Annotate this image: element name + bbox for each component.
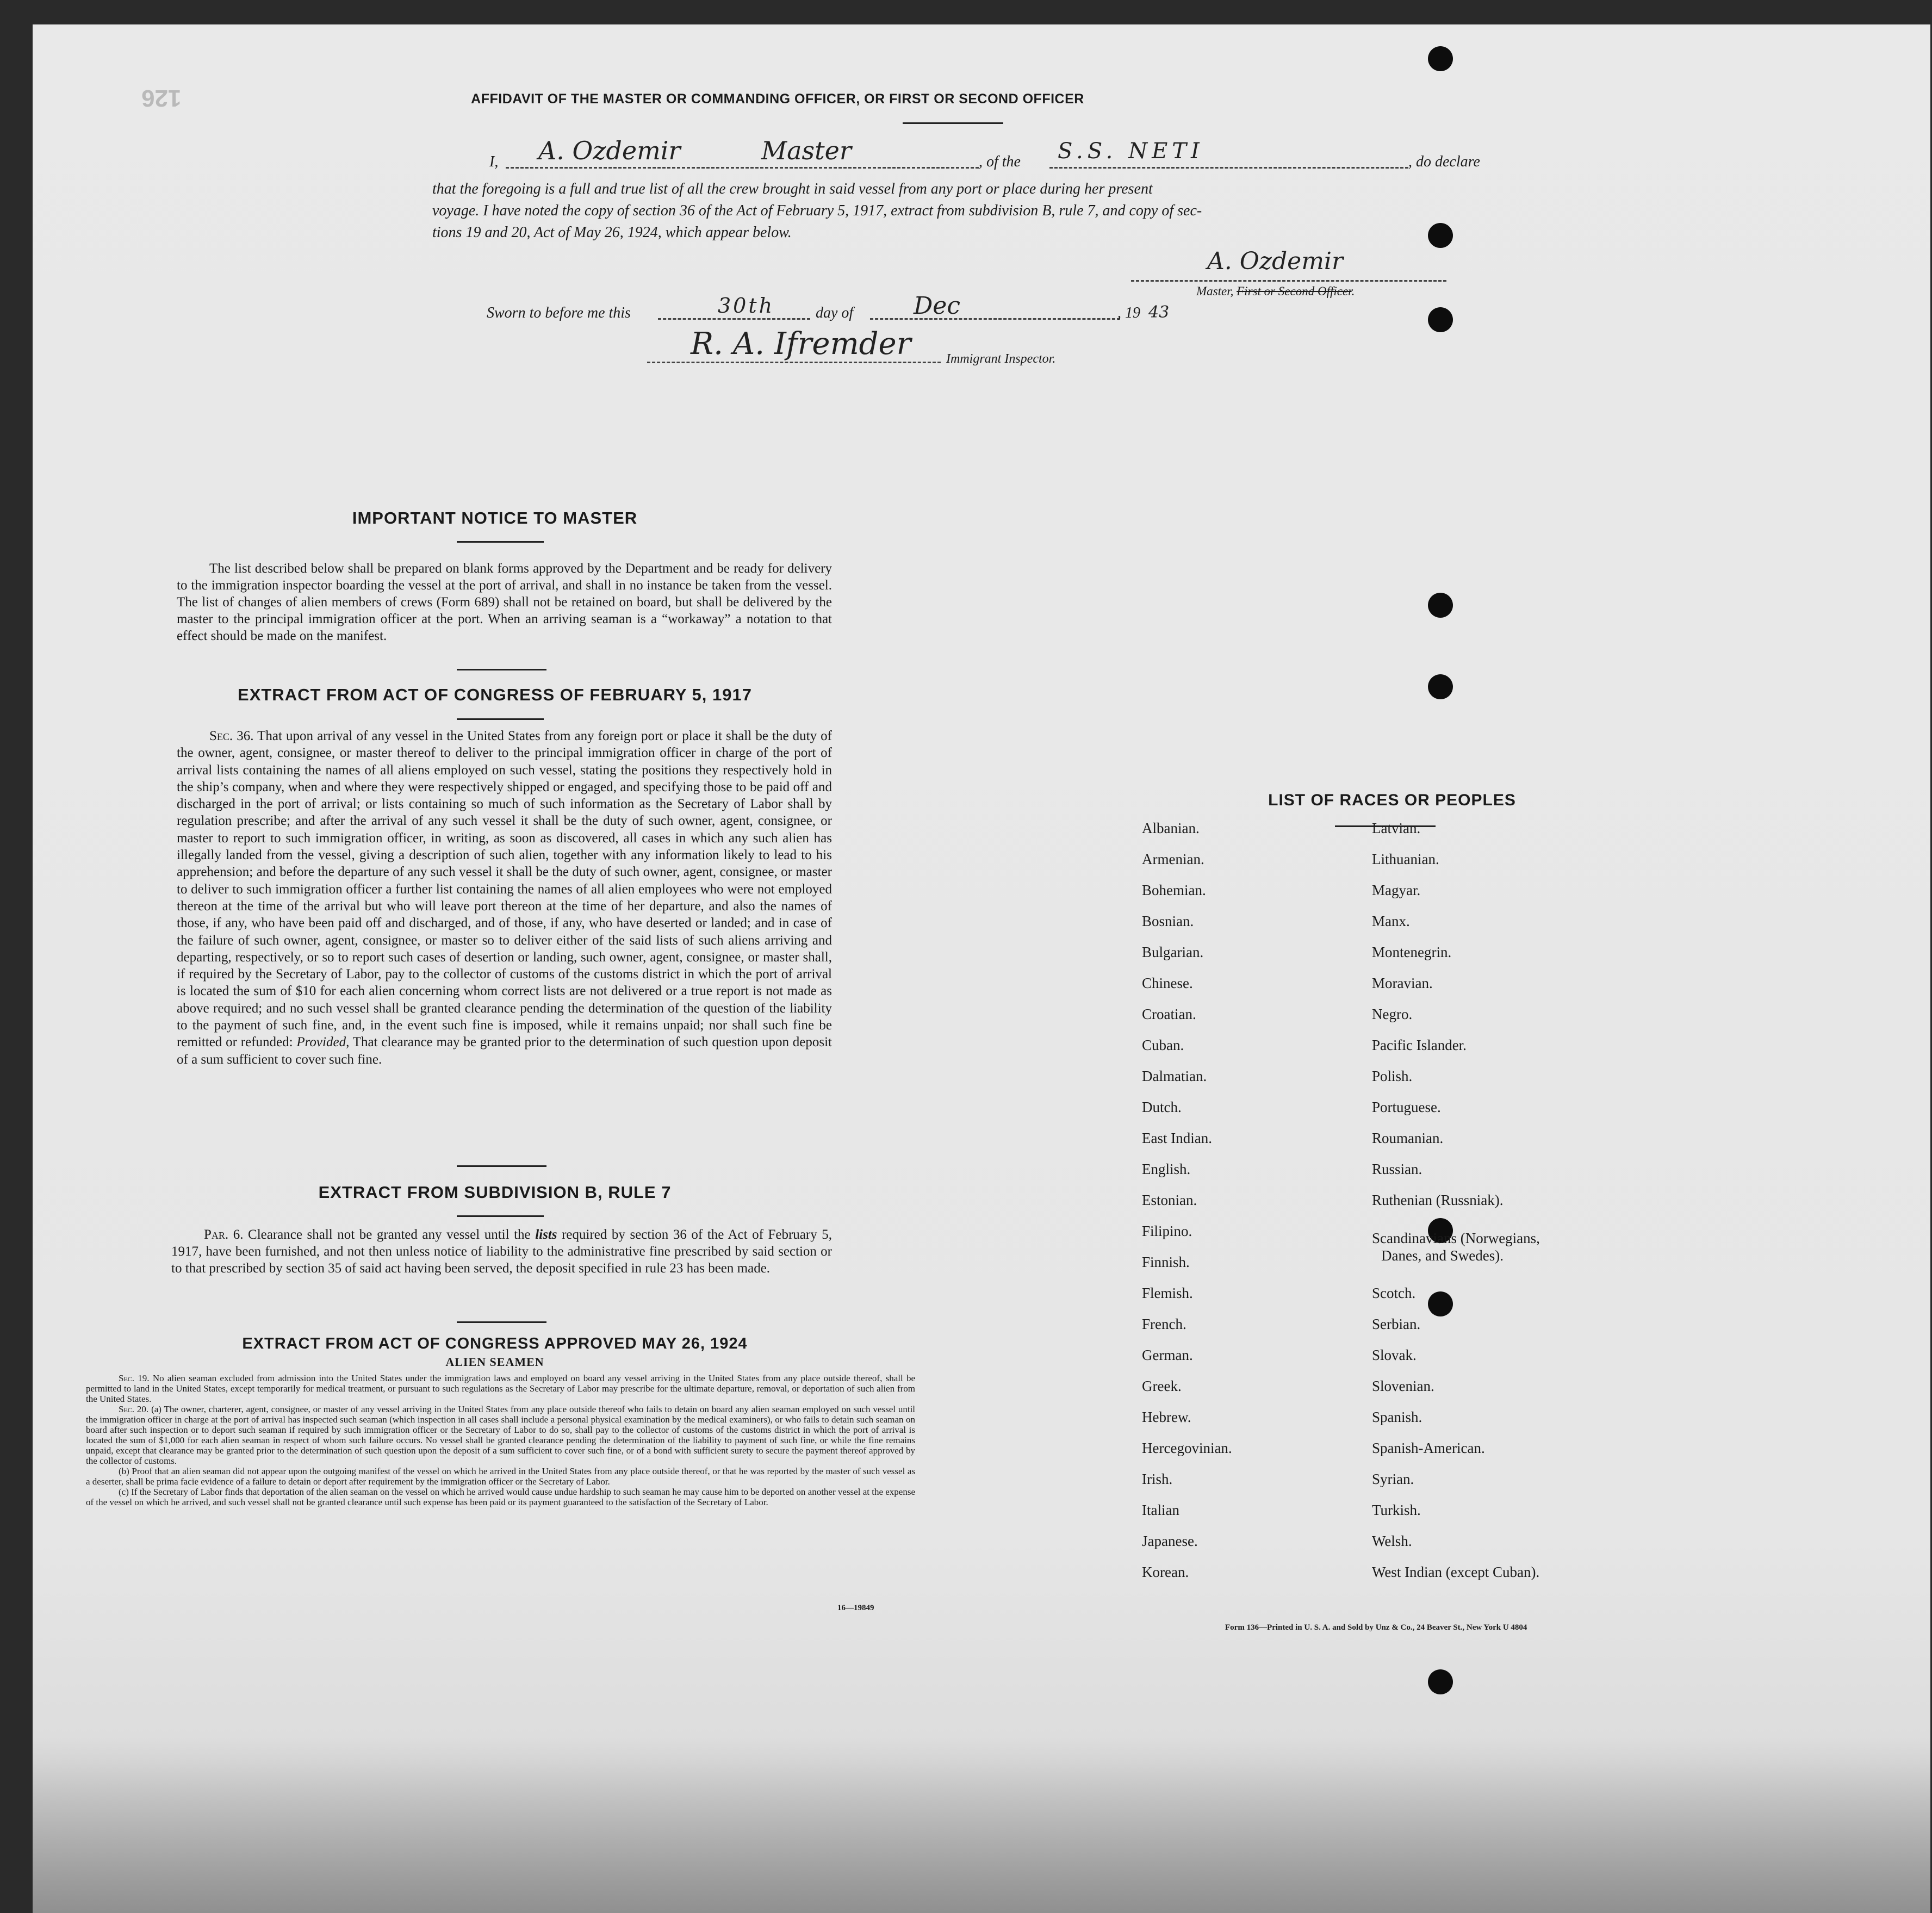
inspector-signature-handwritten: R. A. Ifremder <box>691 326 911 362</box>
day-line <box>658 318 810 320</box>
name-line <box>506 167 979 169</box>
race-item: Hebrew. <box>1142 1409 1191 1425</box>
page-number-stamp: 126 <box>141 85 182 111</box>
race-item: Bosnian. <box>1142 913 1194 929</box>
race-item: Turkish. <box>1372 1502 1421 1518</box>
scan-shadow <box>33 1737 1930 1913</box>
extract-1924-body <box>86 1373 915 1507</box>
vessel-name-handwritten: S.S. NETI <box>1058 139 1204 164</box>
caption-period: . <box>1351 284 1355 298</box>
punch-hole-icon <box>1428 46 1453 71</box>
signature-caption <box>1196 284 1355 299</box>
race-item: Spanish-American. <box>1372 1440 1485 1456</box>
divider <box>903 122 1003 124</box>
race-item: Welsh. <box>1372 1533 1412 1549</box>
caption-master: Master, <box>1196 284 1237 298</box>
extract-1917-title: EXTRACT FROM ACT OF CONGRESS OF FEBRUARY 5, 1917 <box>238 685 752 704</box>
divider <box>457 541 544 543</box>
paragraph-6-text-after: required by section 36 of the Act of February 5, 1917, have been furnished, and not then unless notice of liability to the administrative fine prescribed by said section or to that prescribed by section 35 of said act having been served, the deposit specified in rule 23 has been made. <box>171 1227 833 1276</box>
section-20a-text <box>86 1404 915 1466</box>
punch-hole-icon <box>1428 307 1453 332</box>
race-item: Slovak. <box>1372 1347 1417 1363</box>
declaration-do-declare: , do declare <box>1408 153 1480 170</box>
paragraph-6-label: Par. 6. <box>204 1227 244 1242</box>
race-item: Armenian. <box>1142 851 1204 867</box>
section-36-body: That upon arrival of any vessel in the United States from any foreign port or place it shall be the duty of the owner, agent, consignee, or master thereof to deliver to the principal immigration officer in charge of the port of arrival lists containing the names of all aliens employed on such vessel, stating the positions they respectively hold in the ship’s company, when and where they were respectively shipped or engaged, and specifying those to be paid off and discharged in the port of arrival; or lists containing so much of such information as the Secretary of Labor shall by regulation prescribe; and after the arrival of any such vessel it shall be the duty of such owner, agent, consignee, or master to report to such immigration officer, in writing, as soon as discovered, all cases in which any such alien has illegally landed from the vessel, giving a description of such alien, together with any information likely to lead to his apprehension; and before the departure of any such vessel it shall be the duty of such owner, agent, consignee, or master to deliver to such immigration officer a further list containing the names of all alien employees who were not employed thereon at the time of the arrival but who will leave port thereon at the time of her departure, and also the names of those, if any, who have been paid off and discharged, and of those, if any, who have deserted or landed; and in case of the failure of such owner, agent, consignee, or master so to deliver either of the said lists of such aliens arriving and departing, respectively, or so to report such cases of desertion or landing, such owner, agent, consignee, or master shall, if required by the Secretary of Labor, pay to the collector of customs of the customs district in which the port of arrival is located the sum of $10 for each alien concerning whom correct lists are not delivered or a true report is not made as above required; and no such vessel shall be granted clearance pending the determination of the question of the liability to the payment of such fine, and, in the event such fine is imposed, while it remains unpaid; nor shall such fine be remitted or refunded: <box>177 729 832 1050</box>
race-item: Irish. <box>1142 1471 1173 1487</box>
proviso-label: Provided, <box>296 1035 350 1050</box>
race-item: East Indian. <box>1142 1130 1212 1146</box>
race-item: Albanian. <box>1142 820 1200 836</box>
inspector-caption: Immigrant Inspector. <box>946 352 1056 366</box>
race-item: Flemish. <box>1142 1285 1193 1301</box>
paragraph-6-text-before: Clearance shall not be granted any vessel until the <box>248 1227 531 1242</box>
month-line <box>870 318 1120 320</box>
race-item: Scandinavians (Norwegians, <box>1372 1230 1540 1246</box>
day-handwritten: 30th <box>718 294 775 318</box>
divider <box>457 1321 546 1323</box>
day-of-label: day of <box>816 305 854 321</box>
extract-1917-body <box>177 728 832 1068</box>
year-handwritten: 43 <box>1148 303 1170 322</box>
races-title: LIST OF RACES OR PEOPLES <box>1268 791 1516 809</box>
section-19-text <box>86 1373 915 1404</box>
section-19-body: No alien seaman excluded from admission into the United States under the immigration laws and employed on board any vessel arriving in the United States from any place outside thereof, shall be permitted to land in the United States, except temporarily for medical treatment, or pursuant to such regulations as the Secretary of Labor may prescribe for the ultimate departure, removal, or deportation of such alien from the United States. <box>86 1373 916 1404</box>
section-20c-text: (c) If the Secretary of Labor finds that deportation of the alien seaman on the vessel on which he arrived would cause undue hardship to such seaman he may cause him to be deported on another vessel at the expense of the vessel on which he arrived, and such vessel shall not be granted clearance until such expense has been paid or its payment guaranteed to the satisfaction of the Secretary of Labor. <box>86 1487 915 1507</box>
race-item: Syrian. <box>1372 1471 1414 1487</box>
race-item: Manx. <box>1372 913 1410 929</box>
divider <box>457 1215 544 1217</box>
race-item: Danes, and Swedes). <box>1381 1247 1504 1264</box>
section-36-label: Sec. 36. <box>209 729 254 743</box>
race-item: Bohemian. <box>1142 882 1206 898</box>
month-handwritten: Dec <box>914 292 960 320</box>
race-item: Moravian. <box>1372 975 1433 991</box>
extract-1924-title: EXTRACT FROM ACT OF CONGRESS APPROVED MAY 26, 1924 <box>242 1335 748 1352</box>
section-19-label: Sec. 19. <box>119 1373 150 1383</box>
race-item: Slovenian. <box>1372 1378 1434 1394</box>
race-item: Polish. <box>1372 1068 1413 1084</box>
race-item: Filipino. <box>1142 1223 1192 1239</box>
paragraph-6-emphasis: lists <box>535 1227 557 1242</box>
race-item: Estonian. <box>1142 1192 1197 1208</box>
punch-hole-icon <box>1428 1291 1453 1316</box>
race-item: Cuban. <box>1142 1037 1184 1053</box>
race-item: Magyar. <box>1372 882 1421 898</box>
punch-hole-icon <box>1428 593 1453 618</box>
master-name-handwritten: A. Ozdemir <box>538 136 681 165</box>
race-item: German. <box>1142 1347 1193 1363</box>
race-item: Ruthenian (Russniak). <box>1372 1192 1504 1208</box>
race-item: Finnish. <box>1142 1254 1190 1270</box>
race-item: English. <box>1142 1161 1191 1177</box>
declaration-of-the: , of the <box>979 153 1021 170</box>
race-item: Latvian. <box>1372 820 1421 836</box>
inspector-line <box>647 362 941 363</box>
section-36-text <box>177 728 832 1068</box>
race-item: Serbian. <box>1372 1316 1421 1332</box>
section-20a-body: (a) The owner, charterer, agent, consignee, or master of any vessel arriving in the United States from any place outside thereof who fails to detain on board any alien seaman employed on such vessel until the immigration officer in charge at the port of arrival has inspected such seaman (which inspection in all cases shall include a personal physical examination by the medical examiners), or who fails to detain such seaman on board after such inspection or to deport such seaman if required by such immigration officer or the Secretary of Labor to do so, shall pay to the collector of customs of the customs district in which the port of arrival is located the sum of $1,000 for each alien seaman in respect of whom such failure occurs. No vessel shall be granted clearance pending the determination of the liability to payment of such fine, or while the fine remains unpaid, except that clearance may be granted prior to the determination of such question upon the deposit of a sum sufficient to cover such fine, or of a bond with sufficient surety to secure the payment thereof approved by the collector of customs. <box>86 1404 916 1466</box>
notice-body <box>177 560 832 644</box>
race-item: Greek. <box>1142 1378 1182 1394</box>
master-signature-handwritten: A. Ozdemir <box>1207 247 1344 275</box>
race-item: Lithuanian. <box>1372 851 1439 867</box>
race-item: Scotch. <box>1372 1285 1416 1301</box>
race-item: Roumanian. <box>1372 1130 1444 1146</box>
race-item: Dalmatian. <box>1142 1068 1207 1084</box>
paragraph-6-text <box>171 1226 832 1277</box>
punch-hole-icon <box>1428 674 1453 699</box>
race-item: Dutch. <box>1142 1099 1182 1115</box>
divider <box>457 669 546 670</box>
race-item: Croatian. <box>1142 1006 1196 1022</box>
race-item: Pacific Islander. <box>1372 1037 1467 1053</box>
punch-hole-icon <box>1428 1669 1453 1694</box>
divider <box>457 1165 546 1167</box>
race-item: Hercegovinian. <box>1142 1440 1232 1456</box>
section-20b-text: (b) Proof that an alien seaman did not appear upon the outgoing manifest of the vessel on which he arrived in the United States from any place outside thereof, or that he was reported by the master of such vessel as a deserter, shall be prima facie evidence of a failure to detain or deport after requirement by the immigration officer or the Secretary of Labor. <box>86 1466 915 1487</box>
race-item: West Indian (except Cuban). <box>1372 1564 1540 1580</box>
race-item: Korean. <box>1142 1564 1189 1580</box>
year-prefix: , 19 <box>1117 305 1140 321</box>
divider <box>457 718 544 720</box>
notice-title: IMPORTANT NOTICE TO MASTER <box>352 508 638 527</box>
extract-rule7-body <box>171 1226 832 1277</box>
race-item: Japanese. <box>1142 1533 1198 1549</box>
race-item: Italian <box>1142 1502 1179 1518</box>
proviso-text: That clearance may be granted prior to the determination of such question upon deposit of a sum sufficient to cover such fine. <box>177 1035 832 1067</box>
race-item: Montenegrin. <box>1372 944 1452 960</box>
signature-line <box>1131 280 1446 282</box>
race-item: Negro. <box>1372 1006 1413 1022</box>
race-item: Spanish. <box>1372 1409 1422 1425</box>
caption-struck-officer: First or Second Officer <box>1237 284 1352 298</box>
race-item: Russian. <box>1372 1161 1422 1177</box>
affidavit-title: AFFIDAVIT OF THE MASTER OR COMMANDING OFFICER, OR FIRST OR SECOND OFFICER <box>471 91 1084 107</box>
race-item: Portuguese. <box>1372 1099 1441 1115</box>
declaration-line-4: tions 19 and 20, Act of May 26, 1924, which appear below. <box>432 224 792 241</box>
sworn-prefix: Sworn to before me this <box>487 305 631 321</box>
race-item: Bulgarian. <box>1142 944 1204 960</box>
race-item: Chinese. <box>1142 975 1193 991</box>
print-code: 16—19849 <box>837 1604 874 1612</box>
declaration-i: I, <box>489 153 499 170</box>
document-page <box>33 24 1930 1913</box>
extract-rule7-title: EXTRACT FROM SUBDIVISION B, RULE 7 <box>318 1183 672 1202</box>
notice-text: The list described below shall be prepared on blank forms approved by the Department and be ready for delivery to the immigration inspector boarding the vessel at the port of arrival, and shall in no instance be taken from the vessel. The list of changes of alien members of crews (Form 689) shall not be retained on board, but shall be delivered by the master to the principal immigration officer at the port. When an arriving seaman is a “workaway” a notation to that effect should be made on the manifest. <box>177 561 832 643</box>
declaration-line-3: voyage. I have noted the copy of section 36 of the Act of February 5, 1917, extract from subdivision B, rule 7, and copy of sec- <box>432 202 1202 219</box>
vessel-line <box>1049 167 1408 169</box>
rank-handwritten: Master <box>761 136 852 165</box>
form-footer: Form 136—Printed in U. S. A. and Sold by Unz & Co., 24 Beaver St., New York U 4804 <box>1225 1623 1527 1632</box>
alien-seamen-subtitle: ALIEN SEAMEN <box>445 1355 544 1369</box>
race-item: French. <box>1142 1316 1186 1332</box>
section-20-label: Sec. 20. <box>119 1404 149 1414</box>
declaration-line-2: that the foregoing is a full and true list of all the crew brought in said vessel from any port or place during her present <box>432 181 1153 197</box>
